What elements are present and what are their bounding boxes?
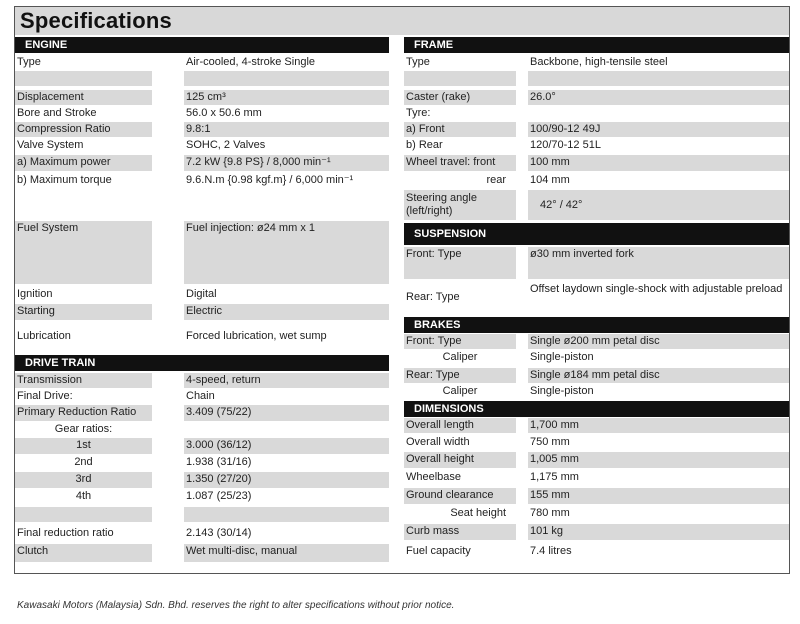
- spec-label: Valve System: [17, 139, 84, 151]
- spec-value: 1.087 (25/23): [186, 490, 252, 502]
- spec-row-tyre-front: [404, 122, 789, 137]
- spec-value: 3.000 (36/12): [184, 438, 389, 454]
- spec-value: 100 mm: [528, 155, 789, 171]
- spec-row-gear-3: [15, 472, 389, 488]
- spec-label: Caliper: [442, 351, 478, 363]
- spec-value: Offset laydown single-shock with adjustable preload: [530, 283, 783, 295]
- spec-label: 4th: [75, 490, 92, 502]
- spec-label: Overall length: [404, 418, 516, 433]
- spec-row-spacer: [404, 71, 789, 86]
- page-title: Specifications: [20, 8, 172, 33]
- spec-label: Rear: Type: [406, 291, 460, 303]
- spec-value: 125 cm³: [184, 90, 389, 105]
- spec-label: Lubrication: [17, 330, 71, 342]
- spec-value: 2.143 (30/14): [186, 527, 252, 539]
- spec-label: Rear: Type: [404, 368, 516, 383]
- spec-label: Front: Type: [404, 247, 516, 279]
- section-header-frame: FRAME: [404, 37, 789, 53]
- spec-row-brake-front-caliper: [404, 350, 789, 366]
- spec-value: Single ø184 mm petal disc: [528, 368, 789, 383]
- spec-row-brake-rear-caliper: [404, 384, 789, 400]
- spec-value: ø30 mm inverted fork: [528, 247, 789, 279]
- spec-row-starting: [15, 304, 389, 320]
- spec-row-torque: [15, 173, 389, 211]
- spec-label: Overall height: [404, 452, 516, 468]
- spec-value: 7.2 kW {9.8 PS} / 8,000 min⁻¹: [184, 155, 389, 171]
- spec-row-steering-angle: [404, 190, 789, 220]
- spec-value: Single-piston: [530, 351, 594, 363]
- spec-label: rear: [486, 174, 506, 186]
- spec-value: 56.0 x 50.6 mm: [186, 107, 262, 119]
- spec-label: Primary Reduction Ratio: [15, 405, 152, 421]
- spec-label: Fuel System: [15, 221, 152, 284]
- spec-value: 4-speed, return: [184, 373, 389, 388]
- spec-value: Fuel injection: ø24 mm x 1: [184, 221, 389, 284]
- spec-row-clutch: [15, 544, 389, 562]
- spec-row-curb-mass: [404, 524, 789, 540]
- spec-label: Caster (rake): [404, 90, 516, 105]
- spec-value: 120/70-12 51L: [530, 139, 601, 151]
- spec-row-bore: [15, 106, 389, 121]
- spec-row-tyre-rear: [404, 138, 789, 153]
- spec-label: Ground clearance: [404, 488, 516, 504]
- section-header-suspension: SUSPENSION: [404, 223, 789, 245]
- spec-value: Wet multi-disc, manual: [184, 544, 389, 562]
- spec-value: Single-piston: [530, 385, 594, 397]
- spec-value: Single ø200 mm petal disc: [528, 334, 789, 349]
- spec-sheet: [14, 6, 790, 574]
- spec-label: Bore and Stroke: [17, 107, 97, 119]
- spec-value: 1,700 mm: [528, 418, 789, 433]
- spec-row-displacement: [15, 90, 389, 105]
- spec-row-final-reduction: [15, 526, 389, 542]
- section-header-drive-train: DRIVE TRAIN: [15, 355, 389, 371]
- spec-label: Displacement: [15, 90, 152, 105]
- spec-row-power: [15, 155, 389, 171]
- spec-value: Chain: [186, 390, 215, 402]
- spec-row-susp-rear: [404, 281, 789, 313]
- spec-row-brake-front: [404, 334, 789, 349]
- spec-row-gear-1: [15, 438, 389, 454]
- spec-label: a) Front: [404, 122, 516, 137]
- spec-row-type: [15, 55, 389, 71]
- spec-value: 155 mm: [528, 488, 789, 504]
- spec-label: a) Maximum power: [15, 155, 152, 171]
- spec-row-wheel-travel-rear: [404, 173, 789, 189]
- title-bar: [15, 7, 789, 35]
- spec-label: Fuel capacity: [406, 545, 471, 557]
- spec-label: b) Maximum torque: [17, 174, 112, 186]
- spec-value: 42° / 42°: [528, 190, 789, 220]
- section-header-engine: ENGINE: [15, 37, 389, 53]
- spec-row-caster: [404, 90, 789, 105]
- spec-row-ignition: [15, 287, 389, 302]
- spec-label-cell: [404, 71, 516, 86]
- spec-value: 104 mm: [530, 174, 570, 186]
- spec-row-gear-ratios: [15, 422, 389, 437]
- spec-label: Tyre:: [406, 107, 431, 119]
- spec-row-ground-clearance: [404, 488, 789, 504]
- spec-label: Ignition: [17, 288, 53, 300]
- spec-label: Final Drive:: [17, 390, 73, 402]
- spec-label: Front: Type: [404, 334, 516, 349]
- spec-label-cell: [15, 507, 152, 522]
- spec-row-fuel-capacity: [404, 544, 789, 560]
- spec-label: 1st: [15, 438, 152, 454]
- spec-value-cell: [184, 71, 389, 86]
- spec-label: Overall width: [406, 436, 470, 448]
- spec-row-final-drive: [15, 389, 389, 404]
- spec-value: 9.8:1: [184, 122, 389, 137]
- spec-label-cell: [15, 71, 152, 86]
- spec-value: 3.409 (75/22): [184, 405, 389, 421]
- spec-value: 9.6.N.m {0.98 kgf.m} / 6,000 min⁻¹: [186, 174, 354, 186]
- spec-label: Curb mass: [404, 524, 516, 540]
- spec-row-wheelbase: [404, 470, 789, 486]
- spec-row-frame-type: [404, 55, 789, 71]
- spec-value: 1.938 (31/16): [186, 456, 252, 468]
- spec-value: Forced lubrication, wet sump: [186, 330, 327, 342]
- spec-label: Type: [17, 56, 41, 68]
- spec-row-length: [404, 418, 789, 433]
- spec-value: 1,005 mm: [528, 452, 789, 468]
- spec-row-height: [404, 452, 789, 468]
- spec-label: 3rd: [15, 472, 152, 488]
- section-header-dimensions: DIMENSIONS: [404, 401, 789, 417]
- spec-label: 2nd: [74, 456, 93, 468]
- spec-value: 750 mm: [530, 436, 570, 448]
- spec-label: Final reduction ratio: [17, 527, 114, 539]
- spec-value: SOHC, 2 Valves: [186, 139, 266, 151]
- spec-value: Air-cooled, 4-stroke Single: [186, 56, 316, 68]
- spec-label: Transmission: [15, 373, 152, 388]
- spec-row-wheel-travel-front: [404, 155, 789, 171]
- spec-value: 100/90-12 49J: [528, 122, 789, 137]
- spec-row-gear-4: [15, 489, 389, 505]
- spec-value: 7.4 litres: [530, 545, 572, 557]
- spec-value-cell: [184, 507, 389, 522]
- spec-label: Wheel travel: front: [404, 155, 516, 171]
- spec-label: Type: [406, 56, 430, 68]
- spec-value: 780 mm: [530, 507, 570, 519]
- spec-label: Gear ratios:: [54, 423, 113, 435]
- spec-row-brake-rear: [404, 368, 789, 383]
- spec-value: 101 kg: [528, 524, 789, 540]
- spec-row-fuel-system: [15, 221, 389, 284]
- spec-row-valve: [15, 138, 389, 153]
- spec-value: Digital: [186, 288, 217, 300]
- spec-label: Seat height: [450, 507, 506, 519]
- spec-row-primary-reduction: [15, 405, 389, 421]
- spec-row-compression: [15, 122, 389, 137]
- spec-value: 26.0°: [528, 90, 789, 105]
- spec-value: 1.350 (27/20): [184, 472, 389, 488]
- spec-row-transmission: [15, 373, 389, 388]
- spec-label: Starting: [15, 304, 152, 320]
- spec-row-lubrication: [15, 329, 389, 344]
- spec-row-spacer: [15, 71, 389, 86]
- section-header-brakes: BRAKES: [404, 317, 789, 333]
- spec-row-spacer: [15, 507, 389, 522]
- spec-row-tyre: [404, 106, 789, 121]
- spec-row-seat-height: [404, 506, 789, 522]
- spec-label: Caliper: [442, 385, 478, 397]
- spec-label: Compression Ratio: [15, 122, 152, 137]
- spec-row-width: [404, 435, 789, 451]
- spec-value-cell: [528, 71, 789, 86]
- spec-value: Backbone, high-tensile steel: [530, 56, 668, 68]
- spec-value: Electric: [184, 304, 389, 320]
- spec-value: 1,175 mm: [530, 471, 579, 483]
- spec-label: Clutch: [15, 544, 152, 562]
- spec-label: Wheelbase: [406, 471, 462, 483]
- disclaimer-footer: Kawasaki Motors (Malaysia) Sdn. Bhd. reserves the right to alter specifications without prior notice.: [17, 600, 455, 611]
- spec-row-gear-2: [15, 455, 389, 471]
- spec-label: b) Rear: [406, 139, 443, 151]
- spec-row-susp-front: [404, 247, 789, 279]
- spec-label: Steering angle (left/right): [404, 190, 516, 220]
